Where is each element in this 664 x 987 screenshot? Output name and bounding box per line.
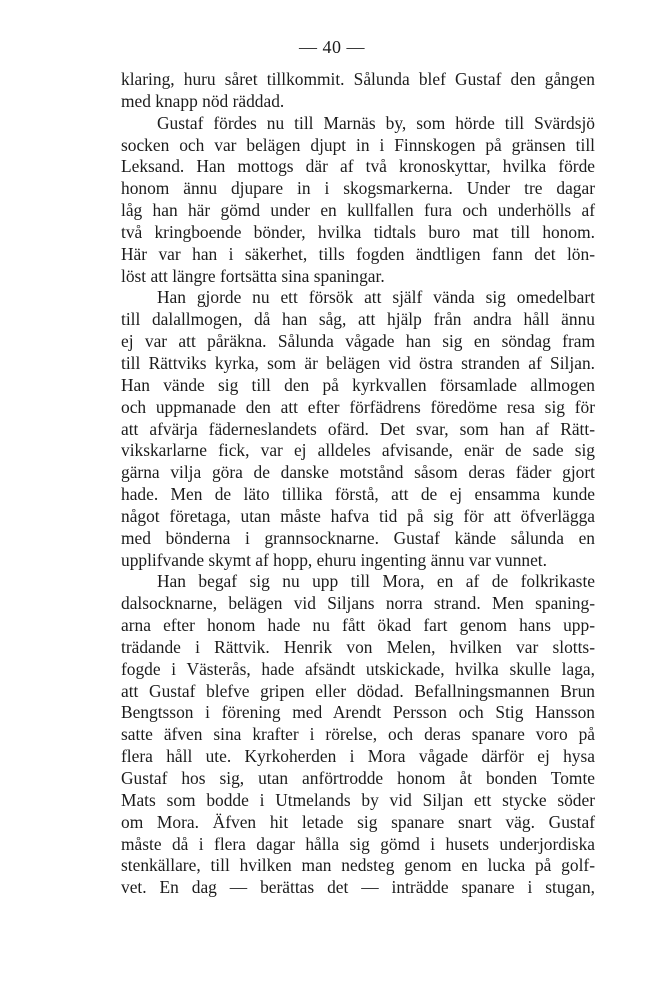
text-line: Gustaf fördes nu till Marnäs by, som hörde till Svärdsjö [157,112,595,133]
text-line: dalsocknarne, belägen vid Siljans norra strand. Men spaning- [121,593,595,614]
text-line: trädande i Rättvik. Henrik von Melen, hvilken var slotts- [121,636,595,657]
text-line: fogde i Västerås, hade afsändt utskickade, hvilka skulle laga, [121,658,595,679]
text-line: till Rättviks kyrka, som är belägen vid östra stranden af Siljan. [121,352,595,373]
text-line: måste då i flera dagar hålla sig gömd i husets underjordiska [121,833,595,854]
text-line: Gustaf hos sig, utan anförtrodde honom åt bonden Tomte [121,768,595,788]
text-line: att afvärja fäderneslandets ofärd. Det svar, som han af Rätt- [121,418,595,439]
text-line: upplifvande skymt af hopp, ehuru ingenting ännu var vunnet. [121,549,547,570]
text-line: Mats som bodde i Utmelands by vid Siljan ett stycke söder [121,789,595,810]
text-line: hade. Men de läto tillika förstå, att de ej ensamma kunde [121,484,595,505]
paragraph [121,571,595,899]
text-line: satte äfven sina krafter i rörelse, och deras spanare voro på [121,724,595,745]
text-line: och uppmanade den att efter förfädrens föredöme resa sig för [121,396,595,417]
text-line: stenkällare, till hvilken man nedsteg genom en lucka på golf- [121,855,595,876]
paragraph [121,287,595,571]
text-line: vikskarlarne fick, var ej alldeles afvisande, enär de sade sig [121,440,595,461]
text-line: med knapp nöd räddad. [121,90,285,111]
text-line: honom ännu djupare in i skogsmarkerna. Under tre dagar [121,178,595,199]
text-line: låg han här gömd under en kullfallen fura och underhölls af [121,200,595,221]
text-line: löst att längre fortsätta sina spaningar. [121,265,385,286]
text-line: klaring, huru såret tillkommit. Sålunda blef Gustaf den gången [121,69,595,89]
text-line: Han vände sig till den på kyrkvallen församlade allmogen [121,374,595,395]
body-text [121,69,595,899]
text-line: Bengtsson i förening med Arendt Persson och Stig Hansson [121,702,595,723]
text-line: att Gustaf blefve gripen eller dödad. Befallningsmannen Brun [121,680,595,701]
text-line: om Mora. Äfven hit letade sig spanare snart väg. Gustaf [121,811,595,832]
text-line: Här var han i säkerhet, tills fogden ändtligen fann det lön- [121,243,595,264]
page-number: — 40 — [299,37,365,57]
paragraph [121,69,595,113]
text-line: något företaga, utan måste hafva tid på sig för att öfverlägga [121,505,595,526]
text-line: gärna vilja göra de danske motstånd såsom deras fäder gjort [121,462,595,483]
text-line: två kringboende bönder, hvilka tidtals buro mat till honom. [121,221,595,242]
text-line: Leksand. Han mottogs där af två kronoskyttar, hvilka förde [121,156,595,177]
text-line: ej var att påräkna. Sålunda vågade han sig en söndag fram [121,331,595,352]
paragraph [121,113,595,288]
text-line: med bönderna i grannsocknarne. Gustaf kände sålunda en [121,527,595,548]
text-line: vet. En dag — berättas det — inträdde spanare i stugan, [121,877,595,898]
text-line: Han gjorde nu ett försök att själf vända sig omedelbart [157,287,595,308]
text-line: arna efter honom hade nu fått ökad fart genom hans upp- [121,615,595,636]
text-line: socken och var belägen djupt in i Finnskogen på gränsen till [121,134,595,155]
text-line: flera håll ute. Kyrkoherden i Mora vågade därför ej hysa [121,746,595,767]
text-line: Han begaf sig nu upp till Mora, en af de folkrikaste [157,571,595,592]
text-line: till dalallmogen, då han såg, att hjälp från andra håll ännu [121,309,595,330]
